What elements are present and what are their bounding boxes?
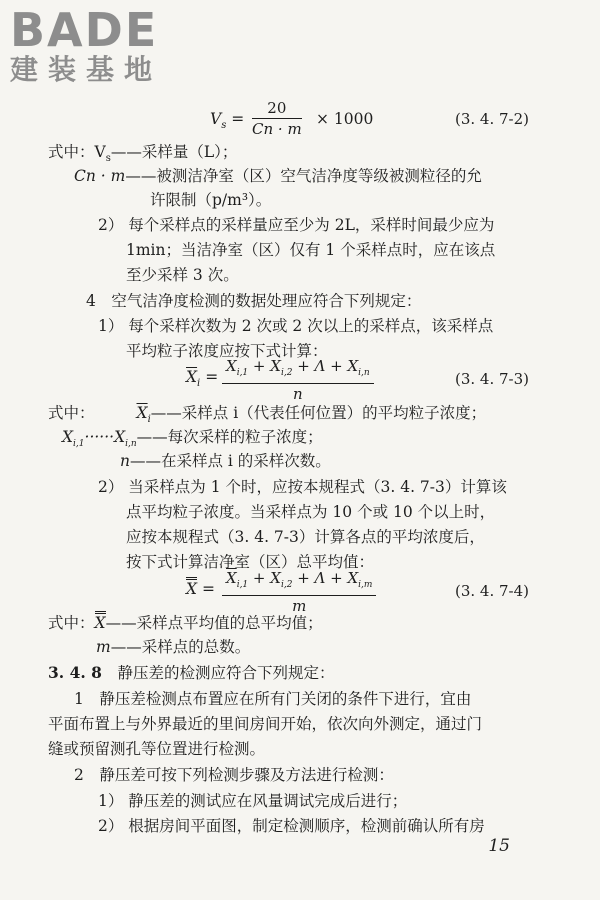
eq3-num — [222, 568, 376, 596]
eq2-n-x: X — [226, 357, 237, 375]
text-line: 1） 静压差的测试应在风量调试完成后进行； — [98, 792, 408, 810]
text-line: 2） 根据房间平面图，制定检测顺序，检测前确认所有房 — [98, 817, 485, 835]
where2-line3 — [120, 450, 331, 472]
eq3-lhs — [186, 578, 215, 600]
where2-n: n — [120, 452, 130, 470]
text-line: 2） 当采样点为 1 个时，应按本规程式（3. 4. 7-3）计算该 — [98, 478, 507, 496]
where2-label: 式中： — [48, 404, 95, 422]
where3-x: X — [95, 611, 106, 632]
eq1-v: V — [210, 110, 222, 128]
eq2-num — [222, 356, 374, 384]
where1-b: ——采样量（L）； — [110, 143, 238, 161]
text-line: 缝或预留测孔等位置进行检测。 — [48, 740, 266, 758]
eq3-fraction — [222, 568, 376, 616]
eq2-p1: + X — [248, 357, 281, 375]
where2-x: $\overline{X}$ — [136, 404, 148, 422]
logo-sub-text: 建装基地 — [10, 53, 163, 86]
eq1-eq: = — [231, 110, 245, 128]
text-line: 点平均粒子浓度。当采样点为 10 个或 10 个以上时， — [126, 503, 496, 521]
where3-desc1: ——采样点平均值的总平均值； — [105, 614, 323, 632]
section-number: 3. 4. 8 — [48, 663, 102, 682]
eq3-n1: i,1 — [236, 580, 249, 590]
where1-a: 式中：V — [48, 143, 106, 161]
eq3-p1: + X — [248, 569, 281, 587]
where2-xn: ······X — [84, 428, 126, 446]
where2-desc3: ——在采样点 i 的采样次数。 — [129, 452, 331, 470]
section-heading — [48, 662, 334, 684]
eq2-number: (3. 4. 7-3) — [455, 370, 530, 388]
text-line: 许限制（p/m³）。 — [150, 191, 272, 209]
where2-xnsub: i,n — [125, 439, 137, 450]
where2-desc2: ——每次采样的粒子浓度； — [136, 428, 323, 446]
where3-line2 — [96, 636, 250, 658]
eq1-number: (3. 4. 7-2) — [455, 110, 530, 128]
eq1-sub: s — [221, 120, 227, 132]
eq3-p2: + Λ + X — [292, 569, 359, 587]
eq3-x: X — [186, 577, 197, 598]
eq2-x: $\overline{X}$ — [186, 368, 198, 386]
text-line: 应按本规程式（3. 4. 7-3）计算各点的平均浓度后， — [126, 528, 485, 546]
page-number: 15 — [488, 836, 510, 856]
where1-sub: s — [105, 153, 111, 165]
text-line: 至少采样 3 次。 — [126, 266, 239, 284]
text-line: 平均粒子浓度应按下式计算： — [126, 342, 328, 360]
eq3-n3: i,m — [358, 580, 373, 590]
where3-desc2: ——采样点的总数。 — [110, 638, 251, 656]
where1-cnm: Cn · m — [74, 167, 126, 185]
text-line: 1 静压差检测点布置应在所有门关闭的条件下进行，宜由 — [74, 690, 472, 708]
where3-m: m — [96, 638, 111, 656]
where1-line2 — [74, 165, 482, 187]
eq1-lhs — [210, 108, 244, 137]
eq3-eq: = — [201, 580, 215, 598]
eq3-den: m — [292, 597, 307, 615]
text-line: 1min；当洁净室（区）仅有 1 个采样点时，应在该点 — [126, 241, 496, 259]
eq1-den: Cn · m — [252, 120, 302, 138]
text-line: 按下式计算洁净室（区）总平均值： — [126, 553, 375, 571]
text-line: 1） 每个采样次数为 2 次或 2 次以上的采样点，该采样点 — [98, 317, 494, 335]
logo-main-text: BADE — [10, 3, 159, 57]
eq3-n-x: $\overline{X}$ — [226, 569, 237, 587]
eq2-n3: i,n — [358, 368, 370, 378]
eq2-sub: i — [197, 378, 201, 390]
where2-xsub: i — [147, 414, 151, 426]
section-title: 静压差的检测应符合下列规定： — [101, 664, 335, 682]
eq1-fraction — [252, 98, 302, 139]
eq2-den: n — [293, 385, 303, 403]
where1-desc: ——被测洁净室（区）空气洁净度等级被测粒径的允 — [125, 167, 482, 185]
bade-logo — [10, 4, 162, 86]
eq2-n2: i,2 — [280, 368, 293, 378]
text-line: 2 静压差可按下列检测步骤及方法进行检测： — [74, 766, 394, 784]
eq3-number: (3. 4. 7-4) — [455, 582, 530, 600]
eq1-tail: × 1000 — [316, 110, 374, 128]
text-line: 平面布置上与外界最近的里间房间开始，依次向外测定，通过门 — [48, 715, 483, 733]
text-line: 2） 每个采样点的采样量应至少为 2L，采样时间最少应为 — [98, 216, 495, 234]
eq2-eq: = — [205, 368, 219, 386]
where2-desc1: ——采样点 i（代表任何位置）的平均粒子浓度； — [150, 404, 487, 422]
eq2-p2: + Λ + X — [292, 357, 359, 375]
eq3-n2: i,2 — [280, 580, 293, 590]
eq2-fraction — [222, 356, 374, 404]
where3-label: 式中： — [48, 614, 95, 632]
where2-x1sub: i,1 — [73, 439, 85, 450]
eq1-num: 20 — [252, 98, 302, 119]
where3-line1 — [48, 612, 323, 634]
eq2-lhs — [186, 366, 218, 395]
text-line: 4 空气洁净度检测的数据处理应符合下列规定： — [86, 292, 422, 310]
where2-x1: X — [62, 428, 74, 446]
eq2-n1: i,1 — [236, 368, 249, 378]
